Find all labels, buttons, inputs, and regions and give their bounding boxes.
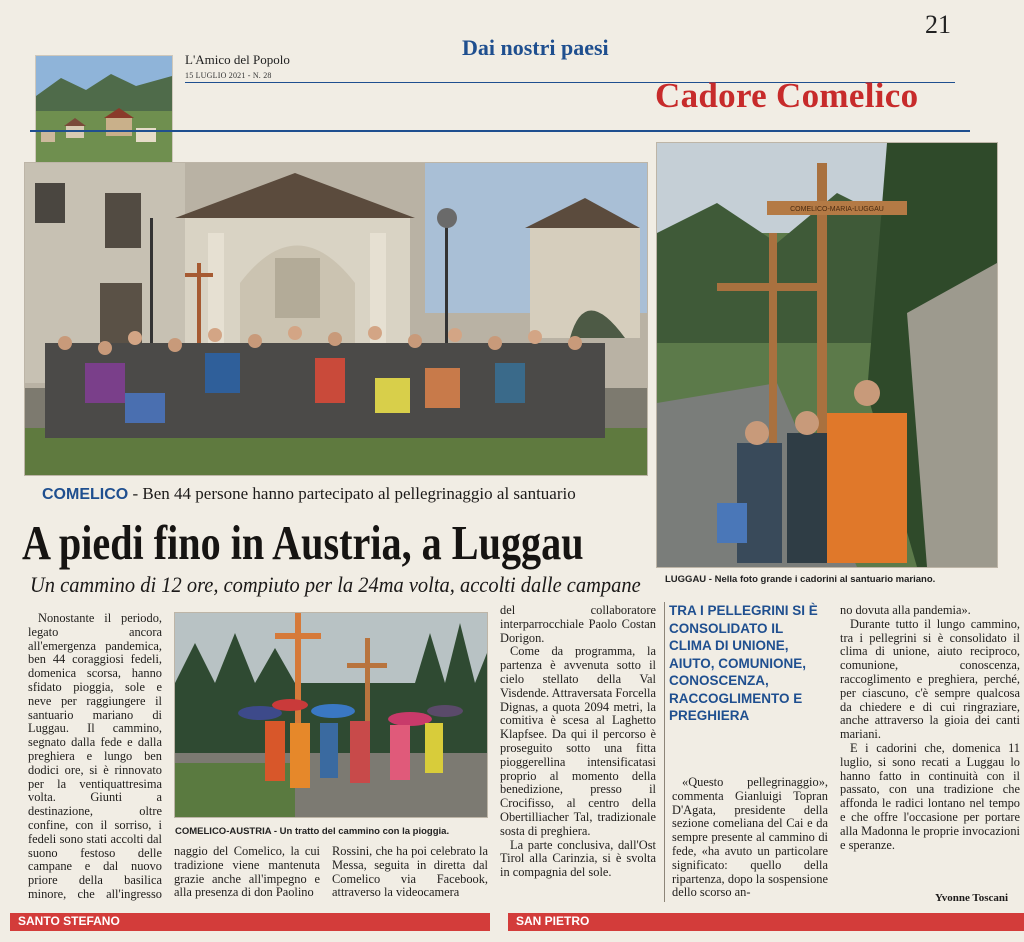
- region-rule: [30, 130, 970, 132]
- column-2-text: naggio del Comelico, la cui tradizione viene mantenuta grazie anche all'impegno e alla presenza di don Paolino: [174, 845, 320, 900]
- issue-date: 15 LUGLIO 2021 - N. 28: [185, 71, 272, 80]
- column-4-text-a: del collaboratore interparrocchiale Paolo Costan Dorigon.: [500, 604, 656, 645]
- bottom-photo-caption: COMELICO-AUSTRIA - Un tratto del cammino con la pioggia.: [175, 826, 450, 837]
- column-6-text-c: E i cadorini che, domenica 11 luglio, si sono recati a Luggau lo hanno fatto in continuità con il passato, con una tradizione che affonda le radici lontano nel tempo e che offre l'occasione per portare alla Madonna le proprie invocazioni e speranze.: [840, 740, 1020, 852]
- kicker: [42, 484, 576, 504]
- column-divider: [664, 602, 665, 902]
- headline: A piedi fino in Austria, a Luggau: [22, 515, 584, 570]
- column-3-text: Rossini, che ha poi celebrato la Messa, seguita in diretta dal Comelico via Facebook, attraverso la videocamera: [332, 845, 488, 900]
- kicker-separator: -: [128, 484, 143, 503]
- column-1-text: Nonostante il periodo, legato ancora all'emergenza pandemica, ben 44 coraggiosi fedeli, domenica scorsa, hanno sfidato pioggia, sole e neve per raggiungere il santuario mariano di Luggau. Il cammino, segnato dalla fede e dalla preghiera e lungo ben dodici ore, si è rinnovato per la ventiquattresima volta. Giunti a destinazione, oltre confine, con il sorriso, i fedeli sono stati accolti dal suono festoso delle campane e dal nuovo priore della basilica minore, che all'ingresso: [28, 612, 162, 901]
- section-title: Dai nostri paesi: [462, 35, 609, 60]
- region-title: Cadore Comelico: [655, 76, 919, 115]
- pilgrims-crosses-photo: [656, 142, 998, 568]
- subheadline: Un cammino di 12 ore, compiuto per la 24ma volta, accolti dalle campane: [30, 572, 641, 597]
- right-photo-caption: LUGGAU - Nella foto grande i cadorini al santuario mariano.: [665, 574, 936, 585]
- pull-quote: TRA I PELLEGRINI SI È CONSOLIDATO IL CLIMA DI UNIONE, AIUTO, COMUNIONE, CONOSCENZA, RACCOGLIMENTO E PREGHIERA: [669, 603, 818, 723]
- group-photo-sanctuary: [24, 162, 648, 476]
- kicker-text: Ben 44 persone hanno partecipato al pellegrinaggio al santuario: [142, 484, 576, 503]
- publication-name: L'Amico del Popolo: [185, 52, 290, 67]
- kicker-place: COMELICO: [42, 486, 129, 503]
- page-number: 21: [925, 10, 951, 39]
- column-6-text-a: no dovuta alla pandemia».: [840, 604, 971, 617]
- footer-left-label: SANTO STEFANO: [18, 914, 120, 928]
- column-6-text-b: Durante tutto il lungo cammino, tra i pellegrini si è consolidato il clima di unione, aiuto reciproco, comunione, conoscenza, raccoglimento e preghiera, perché, per ciascuno, c'è sempre qualcosa da chiedere e di cui ringraziare, anche attraverso la gioia dei canti mariani.: [840, 616, 1020, 742]
- article-column-1: [28, 612, 162, 902]
- footer-bar-right: [508, 913, 1024, 931]
- article-column-3: [332, 845, 488, 903]
- rain-walk-photo: [174, 612, 488, 818]
- column-4-text-b: Come da programma, la partenza è avvenuta sotto il cielo stellato della Val Visdende. Attraversata Forcella Dignas, a quota 2094 metri, la comitiva è scesa al Laghetto Klapfsee. Da qui il percorso è proseguito sotto una fitta pioggerellina intensificatasi proprio al momento della benedizione, presso il Crocifisso, al centro della Obertilliacher Tal, tradizionale sosta di preghiera.: [500, 644, 656, 838]
- article-column-5: [672, 776, 828, 906]
- header-village-photo: [35, 55, 173, 163]
- column-5-text: «Questo pellegrinaggio», commenta Gianluigi Topran D'Agata, presidente della sezione comeliana del Cai e da sempre presente al cammino di fede, «ha avuto un particolare significato: quello della ripartenza, dopo la sospensione dello scorso an-: [672, 776, 828, 900]
- author-signature: Yvonne Toscani: [935, 892, 1009, 904]
- footer-bar-left: [10, 913, 490, 931]
- column-4-text-c: La parte conclusiva, dall'Ost Tirol alla Carinzia, si è svolta in compagnia del sole.: [500, 837, 656, 880]
- footer-right-label: SAN PIETRO: [516, 914, 590, 928]
- article-column-6: [840, 604, 1020, 888]
- cross-inscription: COMELICO-MARIA-LUGGAU: [790, 206, 884, 213]
- article-column-4: [500, 604, 656, 904]
- article-column-2: [174, 845, 320, 903]
